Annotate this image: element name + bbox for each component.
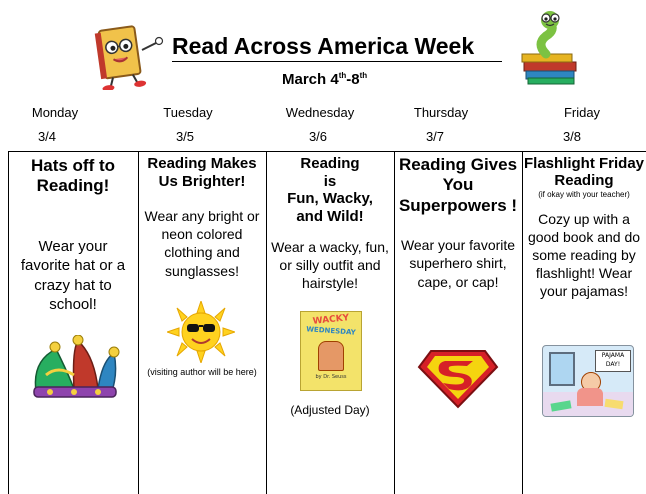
day-label-tuesday: Tuesday	[163, 105, 213, 120]
cell-note: (visiting author will be here)	[147, 367, 257, 377]
day-label-wednesday: Wednesday	[285, 105, 355, 120]
date-label-monday: 3/4	[37, 129, 57, 144]
cell-thursday	[396, 154, 520, 291]
day-label-thursday: Thursday	[413, 105, 469, 120]
column-divider	[522, 151, 523, 494]
cell-body: Cozy up with a good book and do some reading by flashlight! Wear your pajamas!	[527, 210, 641, 300]
window	[549, 352, 575, 386]
cell-heading: Hats off to Reading!	[30, 156, 116, 196]
cell-body: Wear any bright or neon colored clothing and sunglasses!	[144, 208, 260, 279]
column-divider	[266, 151, 267, 494]
date-label-thursday: 3/7	[425, 129, 445, 144]
cell-tuesday	[140, 154, 264, 280]
table-border	[8, 151, 9, 494]
superman-logo-image	[417, 349, 499, 409]
day-label-friday: Friday	[563, 105, 601, 120]
cell-friday	[524, 154, 644, 300]
bookworm-image	[516, 8, 586, 86]
cell-heading: Reading is Fun, Wacky, and Wild!	[287, 155, 373, 226]
cell-subnote: (if okay with your teacher)	[538, 189, 630, 199]
book-figure	[318, 341, 344, 371]
cell-note: (Adjusted Day)	[290, 403, 370, 417]
column-divider	[394, 151, 395, 494]
jester-hat-image	[28, 335, 120, 401]
cell-heading: Flashlight Friday Reading	[524, 155, 645, 190]
cell-monday	[12, 154, 134, 315]
page-title: Read Across America Week	[172, 33, 502, 62]
cell-wednesday	[268, 154, 392, 292]
day-label-monday: Monday	[31, 105, 79, 120]
week-dates: March 4th-8th	[282, 71, 368, 88]
cell-heading: Reading Makes Us Brighter!	[147, 155, 257, 190]
book-mascot-image	[84, 20, 164, 90]
date-label-wednesday: 3/6	[308, 129, 328, 144]
sun-with-sunglasses-image	[167, 301, 235, 363]
date-label-friday: 3/8	[562, 129, 582, 144]
column-divider	[138, 151, 139, 494]
cell-body: Wear a wacky, fun, or silly outfit and hairstyle!	[271, 238, 389, 292]
wacky-wednesday-book-image: WACKY WEDNESDAY by Dr. Seuss	[300, 311, 362, 391]
pajama-day-image: PAJAMA DAY!	[542, 345, 634, 417]
date-label-tuesday: 3/5	[175, 129, 195, 144]
cell-body: Wear your favorite superhero shirt, cape, or cap!	[400, 237, 516, 290]
cell-heading: Reading Gives You Superpowers !	[398, 155, 518, 215]
cell-body: Wear your favorite hat or a crazy hat to school!	[20, 237, 126, 314]
table-top-border	[8, 151, 646, 152]
child-pajamas	[577, 388, 603, 406]
